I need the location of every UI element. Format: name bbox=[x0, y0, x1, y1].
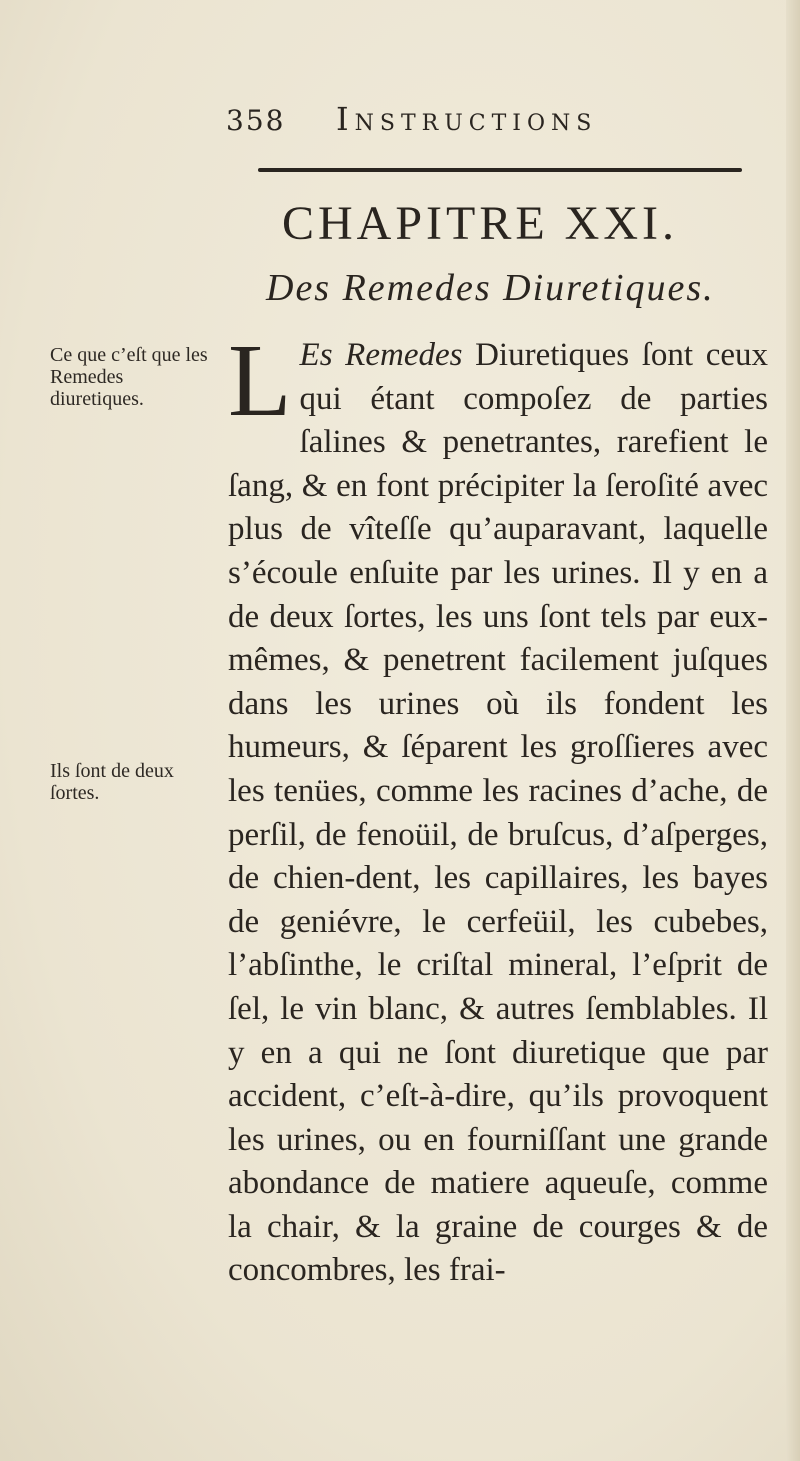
chapter-title: CHAPITRE XXI. bbox=[282, 197, 678, 250]
margin-note: Ce que c’eſt que les Remedes diuretiques. bbox=[50, 344, 208, 410]
drop-cap: L bbox=[228, 323, 292, 438]
paragraph-text: Diuretiques ſont ceux qui étant compoſez de parties ſalines & penetrantes, rarefient le ſang, & en font précipiter la ſeroſité avec plus de vîteſſe qu’auparavant, laquelle s’écoule enſuite par les urines. Il y en a de deux ſortes, les uns ſont tels par eux-mêmes, & penetrent facilement juſques dans les urines où ils fondent les humeurs, & ſéparent les groſſieres avec les tenües, comme les racines d’ache, de perſil, de fenoüil, de bruſcus, d’aſperges, de chien-dent, les capillaires, les bayes de geniévre, le cerfeüil, les cubebes, l’abſinthe, le criſtal mineral, l’eſprit de ſel, le vin blanc, & autres ſemblables. Il y en a qui ne ſont diuretique que par accident, c’eſt-à-dire, qu’ils provoquent les urines, ou en fourniſſant une grande abondance de matiere aqueuſe, comme la chair, & la graine de courges & de concombres, les frai- bbox=[228, 337, 768, 1289]
lead-words: Es Remedes bbox=[299, 337, 463, 373]
section-title: Des Remedes Diuretiques. bbox=[266, 267, 715, 309]
margin-note: Ils ſont de deux ſortes. bbox=[50, 760, 174, 804]
page-header bbox=[226, 100, 726, 150]
running-title: Instructions bbox=[336, 100, 598, 138]
page-edge bbox=[786, 0, 800, 1461]
header-rule bbox=[258, 168, 742, 172]
body-paragraph bbox=[228, 323, 768, 1293]
page-number: 358 bbox=[226, 104, 286, 137]
